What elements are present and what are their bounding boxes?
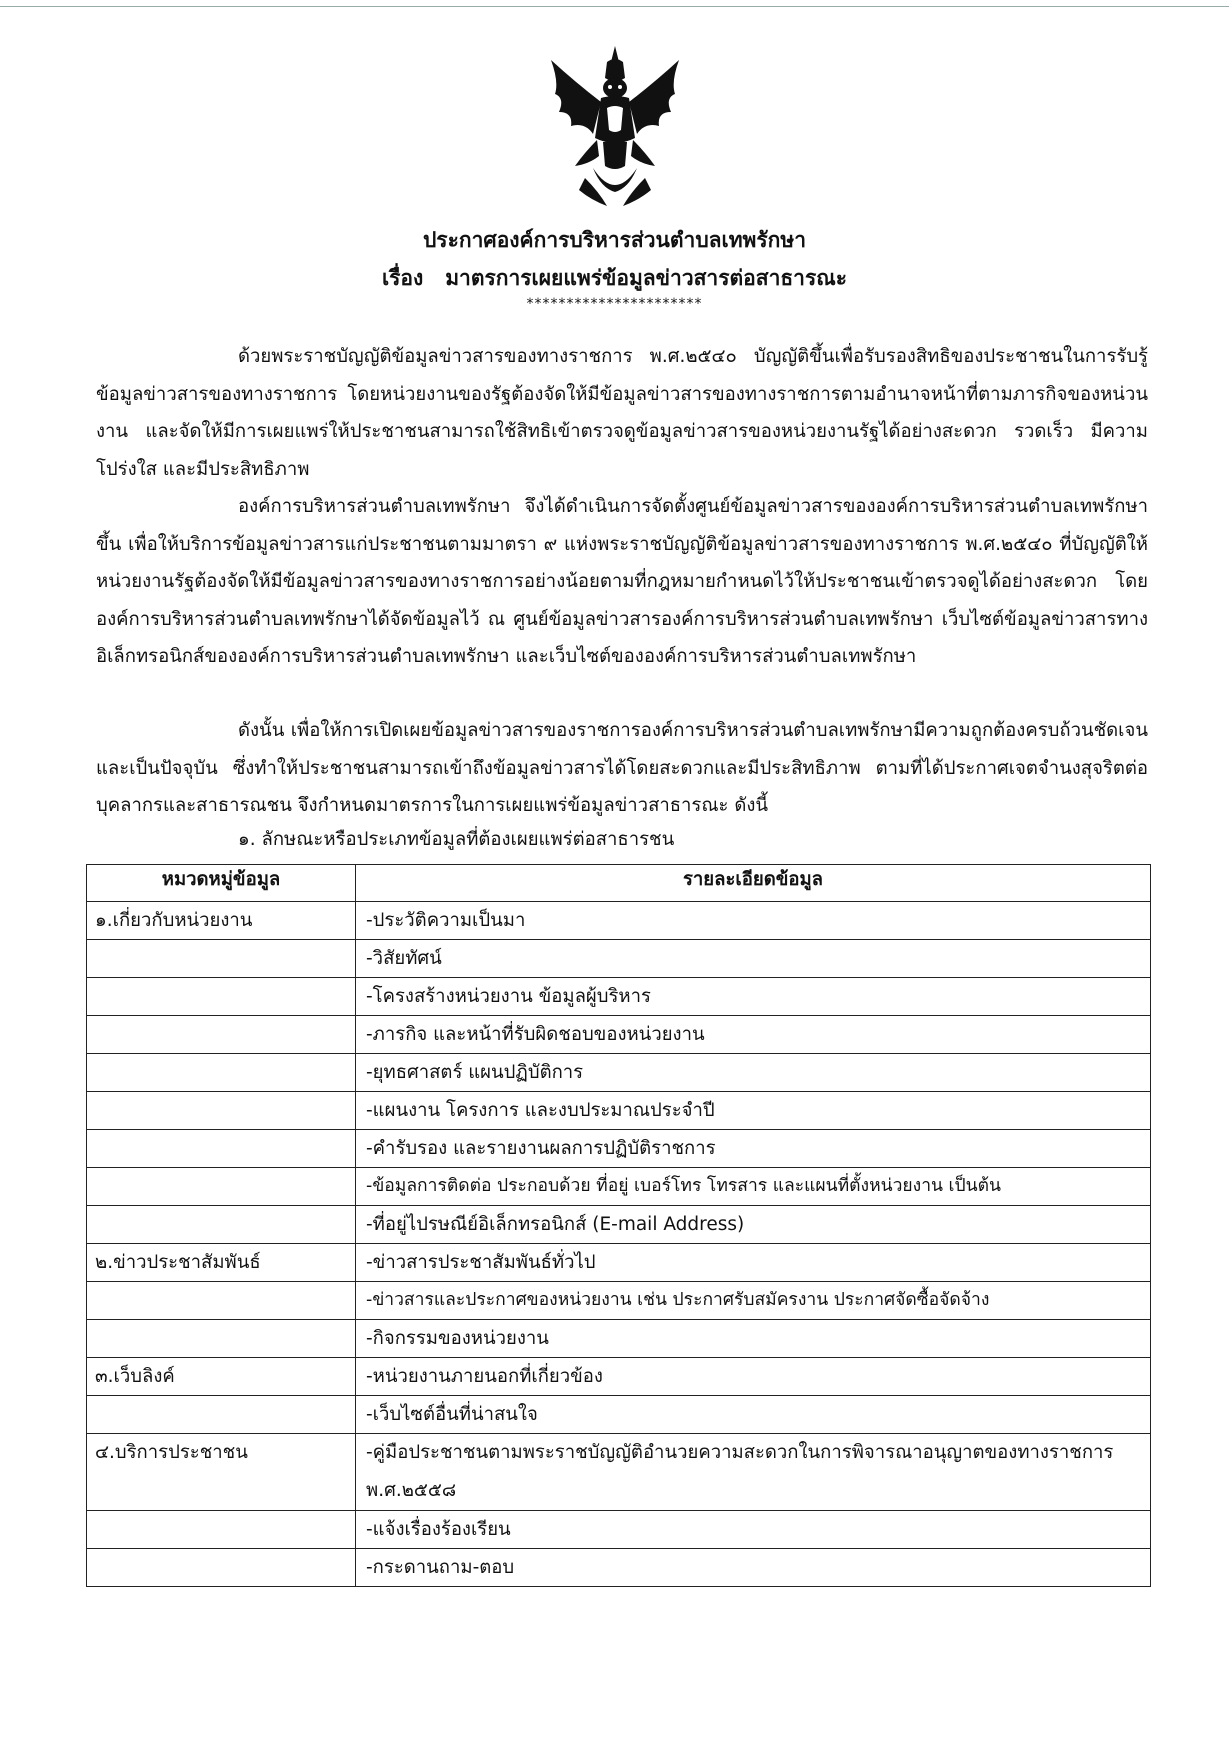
detail-cell: -ข่าวสารประชาสัมพันธ์ทั่วไป: [356, 1244, 1151, 1282]
top-border-line: [0, 6, 1229, 7]
category-cell: [87, 1320, 356, 1358]
table-row: [87, 1320, 1151, 1358]
detail-cell: -กระดานถาม-ตอบ: [356, 1549, 1151, 1587]
category-cell: [87, 940, 356, 978]
detail-cell: -คำรับรอง และรายงานผลการปฏิบัติราชการ: [356, 1130, 1151, 1168]
table-row: [87, 978, 1151, 1016]
detail-cell: -วิสัยทัศน์: [356, 940, 1151, 978]
table-row: [87, 1549, 1151, 1587]
announcement-subject: [0, 262, 1229, 295]
table-row: [87, 1016, 1151, 1054]
table-row: [87, 1434, 1151, 1511]
paragraph-3: [96, 712, 1148, 825]
category-cell: [87, 1168, 356, 1206]
detail-cell: -ข้อมูลการติดต่อ ประกอบด้วย ที่อยู่ เบอร์โทร โทรสาร และแผนที่ตั้งหน่วยงาน เป็นต้น: [356, 1168, 1151, 1206]
detail-cell: -ที่อยู่ไปรษณีย์อิเล็กทรอนิกส์ (E-mail Address): [356, 1206, 1151, 1244]
category-cell: ๒.ข่าวประชาสัมพันธ์: [87, 1244, 356, 1282]
category-cell: [87, 1396, 356, 1434]
table-row: [87, 1244, 1151, 1282]
table-row: [87, 1358, 1151, 1396]
table-header-row: [87, 865, 1151, 902]
separator-stars: **********************: [526, 296, 703, 312]
paragraph-1: [96, 338, 1148, 488]
detail-cell: -กิจกรรมของหน่วยงาน: [356, 1320, 1151, 1358]
detail-cell: -ประวัติความเป็นมา: [356, 902, 1151, 940]
information-categories-table: [86, 864, 1151, 1587]
detail-cell: -เว็บไซต์อื่นที่น่าสนใจ: [356, 1396, 1151, 1434]
paragraph-1-text: ด้วยพระราชบัญญัติข้อมูลข่าวสารของทางราชการ พ.ศ.๒๕๔๐ บัญญัติขึ้นเพื่อรับรองสิทธิของประชาชนในการรับรู้ข้อมูลข่าวสารของทางราชการ โดยหน่วยงานของรัฐต้องจัดให้มีข้อมูลข่าวสารของทางราชการตามอำนาจหน้าที่ตามภารกิจของหน่วนงาน และจัดให้มีการเผยแพร่ให้ประชาชนสามารถใช้สิทธิเข้าตรวจดูข้อมูลข่าวสารของหน่วยงานรัฐได้อย่างสะดวก รวดเร็ว มีความโปร่งใส และมีประสิทธิภาพ: [96, 346, 1148, 480]
detail-cell: -แผนงาน โครงการ และงบประมาณประจำปี: [356, 1092, 1151, 1130]
detail-cell: -ยุทธศาสตร์ แผนปฏิบัติการ: [356, 1054, 1151, 1092]
subject-text: มาตรการเผยแพร่ข้อมูลข่าวสารต่อสาธารณะ: [445, 266, 848, 290]
category-cell: [87, 1206, 356, 1244]
table-row: [87, 1092, 1151, 1130]
announcement-title: ประกาศองค์การบริหารส่วนตำบลเทพรักษา: [422, 228, 807, 252]
paragraph-2-text: องค์การบริหารส่วนตำบลเทพรักษา จึงได้ดำเนินการจัดตั้งศูนย์ข้อมูลข่าวสารขององค์การบริหารส่วนตำบลเทพรักษาขึ้น เพื่อให้บริการข้อมูลข่าวสารแก่ประชาชนตามมาตรา ๙ แห่งพระราชบัญญัติข้อมูลข่าวสารของทางราชการ พ.ศ.๒๕๔๐ ที่บัญญัติให้หน่วยงานรัฐต้องจัดให้มีข้อมูลข่าวสารของทางราชการอย่างน้อยตามที่กฎหมายกำหนดไว้ให้ประชาชนเข้าตรวจดูได้อย่างสะดวก โดยองค์การบริหารส่วนตำบลเทพรักษาได้จัดข้อมูลไว้ ณ ศูนย์ข้อมูลข่าวสารองค์การบริหารส่วนตำบลเทพรักษา เว็บไซต์ข้อมูลข่าวสารทางอิเล็กทรอนิกส์ขององค์การบริหารส่วนตำบลเทพรักษา และเว็บไซต์ขององค์การบริหารส่วนตำบลเทพรักษา: [96, 496, 1148, 667]
table-row: [87, 1168, 1151, 1206]
category-cell: [87, 1092, 356, 1130]
category-cell: [87, 1054, 356, 1092]
paragraph-2: [96, 488, 1148, 676]
table-row: [87, 940, 1151, 978]
section-1-heading: ๑. ลักษณะหรือประเภทข้อมูลที่ต้องเผยแพร่ต่อสาธารชน: [238, 829, 675, 850]
detail-cell: -คู่มือประชาชนตามพระราชบัญญัติอำนวยความสะดวกในการพิจารณาอนุญาตของทางราชการ พ.ศ.๒๕๕๘: [356, 1434, 1151, 1511]
subject-label: เรื่อง: [381, 266, 424, 290]
table-row: [87, 1282, 1151, 1320]
detail-cell: -ภารกิจ และหน้าที่รับผิดชอบของหน่วยงาน: [356, 1016, 1151, 1054]
category-cell: [87, 1511, 356, 1549]
header-detail: รายละเอียดข้อมูล: [356, 865, 1151, 902]
detail-cell: -โครงสร้างหน่วยงาน ข้อมูลผู้บริหาร: [356, 978, 1151, 1016]
table-row: [87, 1511, 1151, 1549]
table-row: [87, 1130, 1151, 1168]
category-cell: [87, 1282, 356, 1320]
table-row: [87, 1054, 1151, 1092]
category-cell: ๑.เกี่ยวกับหน่วยงาน: [87, 902, 356, 940]
category-cell: [87, 1549, 356, 1587]
detail-cell: -หน่วยงานภายนอกที่เกี่ยวข้อง: [356, 1358, 1151, 1396]
category-cell: [87, 978, 356, 1016]
category-cell: ๔.บริการประชาชน: [87, 1434, 356, 1511]
table-row: [87, 1396, 1151, 1434]
header-category: หมวดหมู่ข้อมูล: [87, 865, 356, 902]
category-cell: [87, 1016, 356, 1054]
category-cell: ๓.เว็บลิงค์: [87, 1358, 356, 1396]
table-row: [87, 902, 1151, 940]
detail-cell: -ข่าวสารและประกาศของหน่วยงาน เช่น ประกาศรับสมัครงาน ประกาศจัดซื้อจัดจ้าง: [356, 1282, 1151, 1320]
garuda-emblem-icon: [545, 42, 685, 212]
category-cell: [87, 1130, 356, 1168]
paragraph-3-text: ดังนั้น เพื่อให้การเปิดเผยข้อมูลข่าวสารของราชการองค์การบริหารส่วนตำบลเทพรักษามีความถูกต้องครบถ้วนชัดเจน และเป็นปัจจุบัน ซึ่งทำให้ประชาชนสามารถเข้าถึงข้อมูลข่าวสารได้โดยสะดวกและมีประสิทธิภาพ ตามที่ได้ประกาศเจตจำนงสุจริตต่อบุคลากรและสาธารณชน จึงกำหนดมาตรการในการเผยแพร่ข้อมูลข่าวสาธารณะ ดังนี้: [96, 720, 1148, 816]
table-row: [87, 1206, 1151, 1244]
detail-cell: -แจ้งเรื่องร้องเรียน: [356, 1511, 1151, 1549]
